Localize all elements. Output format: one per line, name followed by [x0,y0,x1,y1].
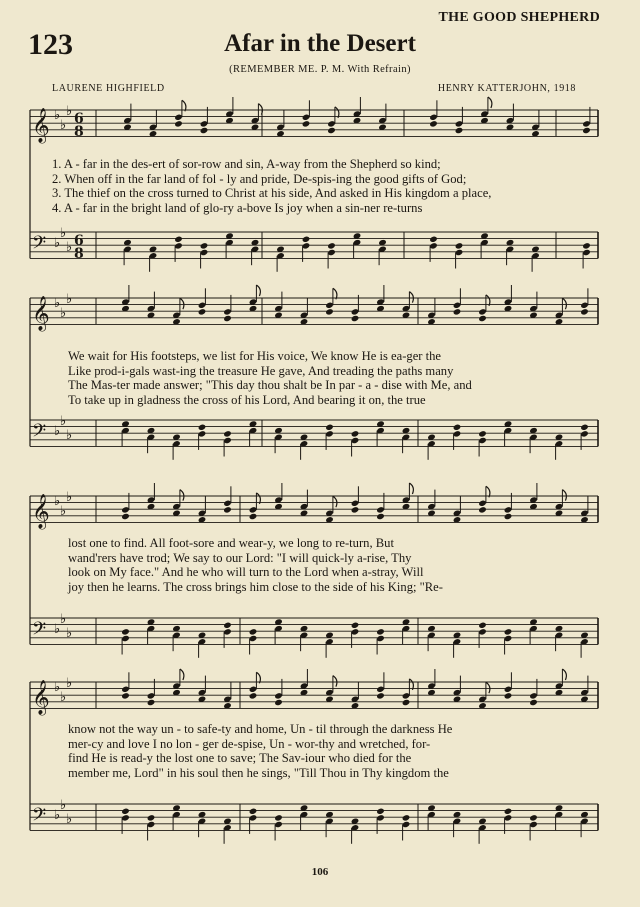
note-chord [200,242,209,268]
lyrics-system-2 [68,349,472,407]
section-title: THE GOOD SHEPHERD [438,10,600,25]
note-chord [529,679,538,706]
note-chord [455,242,464,268]
note-chord [198,496,207,523]
bass-staff [30,612,598,658]
time-signature-top: 6 [74,233,84,249]
lyric-verse-4: joy then he learns. The cross brings him close to the side of his King; "Re- [68,579,443,594]
bass-clef-icon: 𝄢 [32,805,47,830]
time-signature-bottom: 8 [74,124,84,140]
treble-clef-icon: 𝄞 [32,494,50,529]
note-chord [427,669,436,696]
lyric-verse-1: 1. A - far in the des-ert of sor-row and sin, A-way from the Shepherd so kind; [52,157,441,171]
flat-icon: ♭ [66,428,73,443]
note-chord [325,676,337,703]
meter-note: (REMEMBER ME. P. M. With Refrain) [229,64,411,75]
flat-icon: ♭ [66,240,73,255]
lyric-verse-4: 4. A - far in the bright land of glo-ry a-bove Is joy when a sin-ner re-turns [52,200,423,215]
note-chord [274,292,283,319]
bass-staff [30,226,598,272]
lyric-verse-2: mer-cy and love I no lon - ger de-spise, Un - wor-thy and wretched, for- [68,736,431,751]
lyric-verse-2: wand'rers have trod; We say to our Lord: "I will quick-ly a-rise, Thy [68,550,412,565]
flat-icon: ♭ [60,612,67,627]
flat-icon: ♭ [54,494,61,509]
flat-icon: ♭ [54,424,61,439]
lyric-verse-1: lost one to find. All foot-sore and wear-y, we long to re-turn, But [68,536,394,550]
note-chord [198,288,207,315]
lyric-verse-3: find He is read-y the lost one to save; The Sav-iour who died for the [68,751,412,766]
note-chord [478,682,490,709]
lyric-verse-3: 3. The thief on the cross turned to Christ at his side, And asked in His kingdom a place, [52,186,492,201]
note-chord [402,814,411,840]
note-chord [147,679,156,706]
note-chord [480,97,492,124]
note-chord [580,496,589,523]
note-chord [147,814,156,840]
flat-icon: ♭ [60,118,67,133]
note-chord [504,493,513,520]
note-chord [249,285,261,312]
treble-clef-icon: 𝄞 [32,296,50,331]
note-chord [529,814,538,840]
note-chord [427,490,436,517]
treble-staff [30,669,598,716]
note-chord [274,814,283,840]
composer-credit: HENRY KATTERJOHN, 1918 [437,83,576,94]
note-chord [429,100,438,127]
author-credit: LAURENE HIGHFIELD [52,83,165,94]
note-chord [302,100,311,127]
note-chord [274,483,283,510]
flat-icon: ♭ [66,292,73,307]
flat-icon: ♭ [66,490,73,505]
note-chord [351,486,360,513]
lyric-verse-3: The Mas-ter made answer; "This day thou shalt be In par - a - dise with Me, and [68,378,472,393]
flat-icon: ♭ [60,414,67,429]
note-chord [300,669,309,696]
note-chord [121,285,130,312]
treble-staff [30,97,598,144]
note-chord [455,107,464,134]
hymn-number: 123 [28,28,73,61]
note-chord [580,288,589,315]
note-chord [504,285,513,312]
flat-icon: ♭ [54,236,61,251]
note-chord [353,97,362,124]
note-chord [147,292,156,319]
note-chord [300,298,309,325]
lyric-verse-4: To take up in gladness the cross of his Lord, And bearing it on, the true [68,392,426,407]
flat-icon: ♭ [66,626,73,641]
flat-icon: ♭ [54,108,61,123]
note-chord [123,104,132,131]
note-chord [172,490,184,517]
flat-icon: ♭ [54,808,61,823]
lyric-verse-4: member me, Lord" in his soul then he sings, "Till Thou in Thy kingdom the [68,765,449,780]
treble-staff [30,483,598,530]
note-chord [276,110,285,137]
bass-clef-icon: 𝄢 [32,619,47,644]
bass-clef-icon: 𝄢 [32,421,47,446]
note-chord [172,298,184,325]
lyrics-system-1 [52,157,491,215]
note-chord [453,288,462,315]
lyric-verse-3: look on My face." And he who will turn to the Lord when a-stray, Will [68,565,424,580]
note-chord [504,628,513,654]
note-chord [402,292,414,319]
note-chord [325,496,337,523]
time-signature-bottom: 8 [74,246,84,262]
note-chord [147,483,156,510]
note-chord [327,242,336,268]
lyric-verse-1: know not the way un - to safe-ty and home, Un - til through the darkness He [68,722,453,736]
note-chord [200,107,209,134]
note-chord [351,430,360,456]
flat-icon: ♭ [60,504,67,519]
page-number: 106 [311,866,329,878]
flat-icon: ♭ [60,798,67,813]
bass-clef-icon: 𝄢 [32,233,47,258]
treble-clef-icon: 𝄞 [32,680,50,715]
flat-icon: ♭ [66,104,73,119]
bass-staff [30,798,598,844]
note-chord [251,104,263,131]
note-chord [378,104,387,131]
flat-icon: ♭ [60,306,67,321]
note-chord [506,104,515,131]
lyric-verse-1: We wait for His footsteps, we list for His voice, We know He is ea-ger the [68,349,442,363]
lyrics-system-4 [68,722,452,780]
bass-staff [30,414,598,460]
flat-icon: ♭ [54,680,61,695]
note-chord [376,285,385,312]
note-chord [478,430,487,456]
flat-icon: ♭ [60,690,67,705]
note-chord [582,107,591,134]
flat-icon: ♭ [66,812,73,827]
flat-icon: ♭ [54,622,61,637]
note-chord [223,486,232,513]
note-chord [376,493,385,520]
note-chord [555,298,567,325]
note-chord [198,676,207,703]
note-chord [555,669,567,696]
flat-icon: ♭ [66,676,73,691]
note-chord [402,483,414,510]
note-chord [121,672,130,699]
note-chord [453,496,462,523]
note-chord [121,628,130,654]
note-chord [351,682,360,709]
note-chord [351,295,360,322]
note-chord [555,490,567,517]
note-chord [249,628,258,654]
hymn-title: Afar in the Desert [224,30,416,57]
flat-icon: ♭ [54,296,61,311]
note-chord [580,676,589,703]
note-chord [529,292,538,319]
treble-staff [30,285,598,332]
note-chord [376,628,385,654]
note-chord [376,672,385,699]
note-chord [531,110,540,137]
note-chord [274,679,283,706]
note-chord [529,483,538,510]
note-chord [427,298,436,325]
lyric-verse-2: Like prod-i-gals wast-ing the treasure He gave, And treading the paths many [68,363,454,378]
note-chord [223,295,232,322]
note-chord [225,97,234,124]
time-signature-top: 6 [74,111,84,127]
note-chord [582,242,591,268]
treble-clef-icon: 𝄞 [32,108,50,143]
lyric-verse-2: 2. When off in the far land of fol - ly and pride, De-spis-ing the good gifts of God; [52,171,467,186]
lyrics-system-3 [68,536,443,594]
note-chord [223,682,232,709]
note-chord [223,430,232,456]
note-chord [121,493,130,520]
note-chord [149,110,158,137]
note-chord [300,490,309,517]
flat-icon: ♭ [60,226,67,241]
note-chord [453,676,462,703]
note-chord [504,672,513,699]
note-chord [172,669,184,696]
